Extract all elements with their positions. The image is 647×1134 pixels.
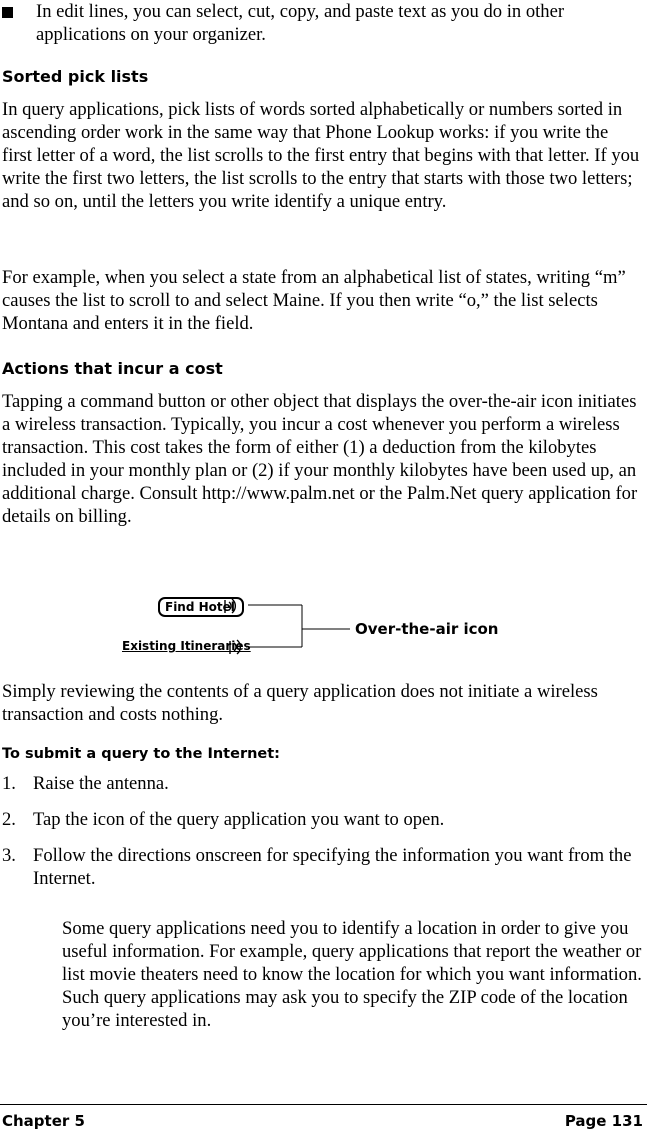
step-text: Follow the directions onscreen for specifying the information you want from the Internet. xyxy=(33,845,632,889)
footer-rule xyxy=(0,1104,647,1105)
over-the-air-icon-label: Over-the-air icon xyxy=(355,620,499,638)
sorted-pick-lists-paragraph-2: For example, when you select a state from an alphabetical list of states, writing “m” causes the list to scroll to and select Maine. If you then write “o,” the list selects Montana and enters it in the field. xyxy=(2,267,626,334)
actions-cost-paragraph: Tapping a command button or other object that displays the over-the-air icon initiates a wireless transaction. Typically, you incur a cost whenever you perform a wireless transaction. This cost takes the form of either (1) a deduction from the kilobytes included in your monthly plan or (2) if your monthly kilobytes have been used up, an additional charge. Consult http://www.palm.net or the Palm.Net query application for details on billing. xyxy=(2,391,638,527)
location-note: Some query applications need you to identify a location in order to give you useful information. For example, query applications that report the weather or list movie theaters need to know the location for which you want information. Such query applications may ask you to specify the ZIP code of the location you’re interested in. xyxy=(62,918,642,1031)
find-hotel-label: Find Hotel xyxy=(165,600,235,614)
section-heading-actions-cost: Actions that incur a cost xyxy=(2,359,223,378)
footer-page-number: Page 131 xyxy=(564,1112,643,1130)
over-the-air-icon xyxy=(230,640,240,654)
square-bullet-icon xyxy=(2,7,13,18)
step-text: Tap the icon of the query application you want to open. xyxy=(33,809,445,830)
step-number: 3. xyxy=(2,845,16,866)
callout-lines xyxy=(0,590,647,660)
step-number: 1. xyxy=(2,773,16,794)
step-text: Raise the antenna. xyxy=(33,773,169,794)
bullet-text: In edit lines, you can select, cut, copy, and paste text as you do in other applications on your organizer. xyxy=(36,1,565,45)
existing-itineraries-button: Existing Itineraries xyxy=(122,639,251,653)
over-the-air-icon xyxy=(225,599,235,613)
step-number: 2. xyxy=(2,809,16,830)
procedure-heading: To submit a query to the Internet: xyxy=(2,746,280,762)
section-heading-sorted-pick-lists: Sorted pick lists xyxy=(2,67,149,86)
footer-chapter: Chapter 5 xyxy=(2,1112,85,1130)
after-figure-paragraph: Simply reviewing the contents of a query application does not initiate a wireless transaction and costs nothing. xyxy=(2,681,598,725)
sorted-pick-lists-paragraph-1: In query applications, pick lists of words sorted alphabetically or numbers sorted in ascending order work in the same way that Phone Lookup works: if you write the first letter of a word, the list scrolls to the first entry that begins with that letter. If you write the first two letters, the list scrolls to the entry that starts with those two letters; and so on, until the letters you write identify a unique entry. xyxy=(2,99,640,212)
